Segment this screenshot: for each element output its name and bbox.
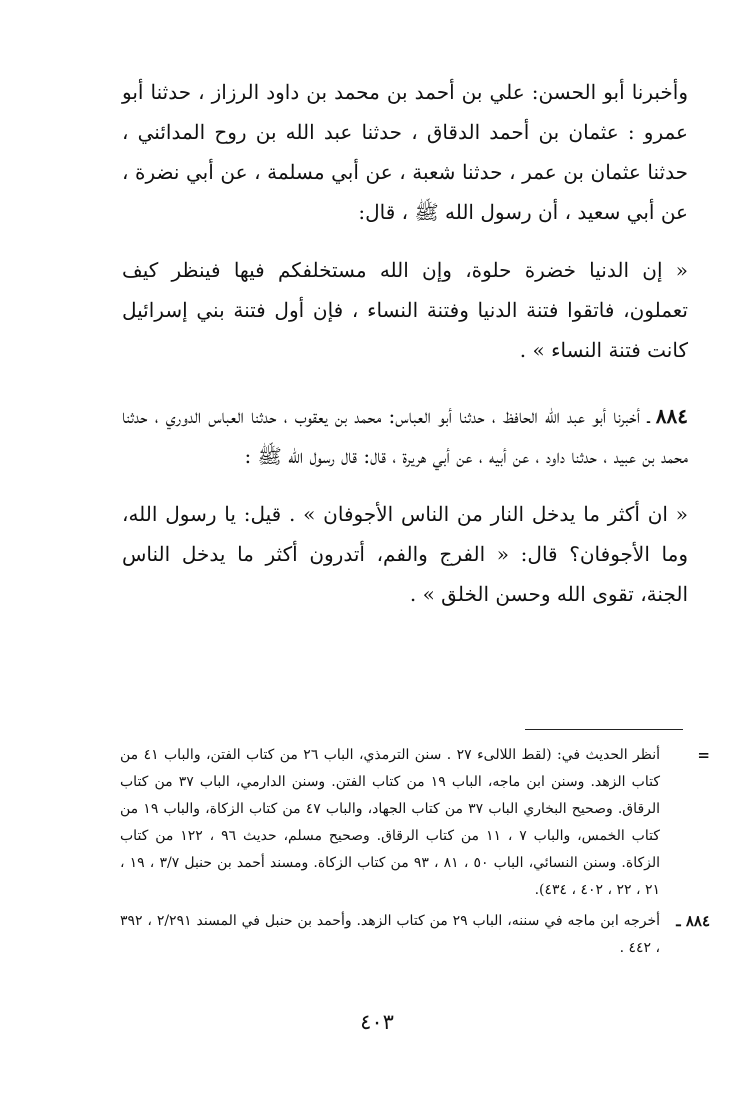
page-number: ٤٠٣ — [360, 1010, 394, 1034]
footnote-text: أخرجه ابن ماجه في سننه، الباب ٢٩ من كتاب الزهد. وأحمد بن حنبل في المسند ٢/٢٩١ ، ٣٩٢ ، ٤٤٢ . — [120, 913, 660, 956]
footnote-marker: = — [697, 746, 710, 764]
hadith-number: ٨٨٤ — [655, 404, 688, 428]
footnote-text: أنظر الحديث في: (لقط اللالىء ٢٧ . سنن الترمذي، الباب ٢٦ من كتاب الفتن، والباب ٤١ من كتاب الزهد. وسنن ابن ماجه، الباب ١٩ من كتاب الفتن. وسنن الدارمي، الباب ٣٧ من كتاب الرقاق. وصحيح البخاري الباب ٣٧ من كتاب الجهاد، والباب ٤٧ من كتاب الزكاة، والباب ١٩ من كتاب الخمس، والباب ٧ ، ١١ من كتاب الرقاق. وصحيح مسلم، حديث ٩٦ ، ١٢٢ من كتاب الزكاة. وسنن النسائي، الباب ٥٠ ، ٨١ ، ٩٣ من كتاب الزكاة. ومسند أحمد بن حنبل ٣/٧ ، ١٩ ، ٢١ ، ٢٢ ، ٤٠٢ ، ٤٣٤). — [120, 747, 661, 898]
footnote-item — [120, 742, 710, 904]
footnotes — [120, 742, 710, 962]
main-text — [122, 72, 688, 614]
footnote-item — [120, 908, 710, 962]
paragraph-hadith-1: « إن الدنيا خضرة حلوة، وإن الله مستخلفكم فيها فينظر كيف تعملون، فاتقوا فتنة الدنيا وفتنة النساء ، فإن أول فتنة بني إسرائيل كانت فتنة النساء » . — [122, 258, 688, 362]
footnote-divider — [525, 729, 683, 730]
footnote-marker: ٨٨٤ ـ — [676, 912, 710, 930]
paragraph-narration-884 — [122, 396, 688, 476]
narration-884-text: ـ أخبرنا أبو عبد الله الحافظ ، حدثنا أبو العباس: محمد بن يعقوب ، حدثنا العباس الدوري ، حدثنا محمد بن عبيد ، حدثنا داود ، عن أبيه ، عن أبي هريرة ، قال: قال رسول الله ﷺ : — [122, 404, 688, 468]
paragraph-hadith-884: « ان أكثر ما يدخل النار من الناس الأجوفان » . قيل: يا رسول الله، وما الأجوفان؟ قال: « الفرج والفم، أتدرون أكثر ما يدخل الناس الجنة، تقوى الله وحسن الخلق » . — [122, 502, 688, 606]
paragraph-narration-1: وأخبرنا أبو الحسن: علي بن أحمد بن محمد بن داود الرزاز ، حدثنا أبو عمرو : عثمان بن أحمد الدقاق ، حدثنا عبد الله بن روح المدائني ، حدثنا عثمان بن عمر ، حدثنا شعبة ، عن أبي مسلمة ، عن أبي نضرة ، عن أبي سعيد ، أن رسول الله ﷺ ، قال: — [122, 80, 688, 224]
